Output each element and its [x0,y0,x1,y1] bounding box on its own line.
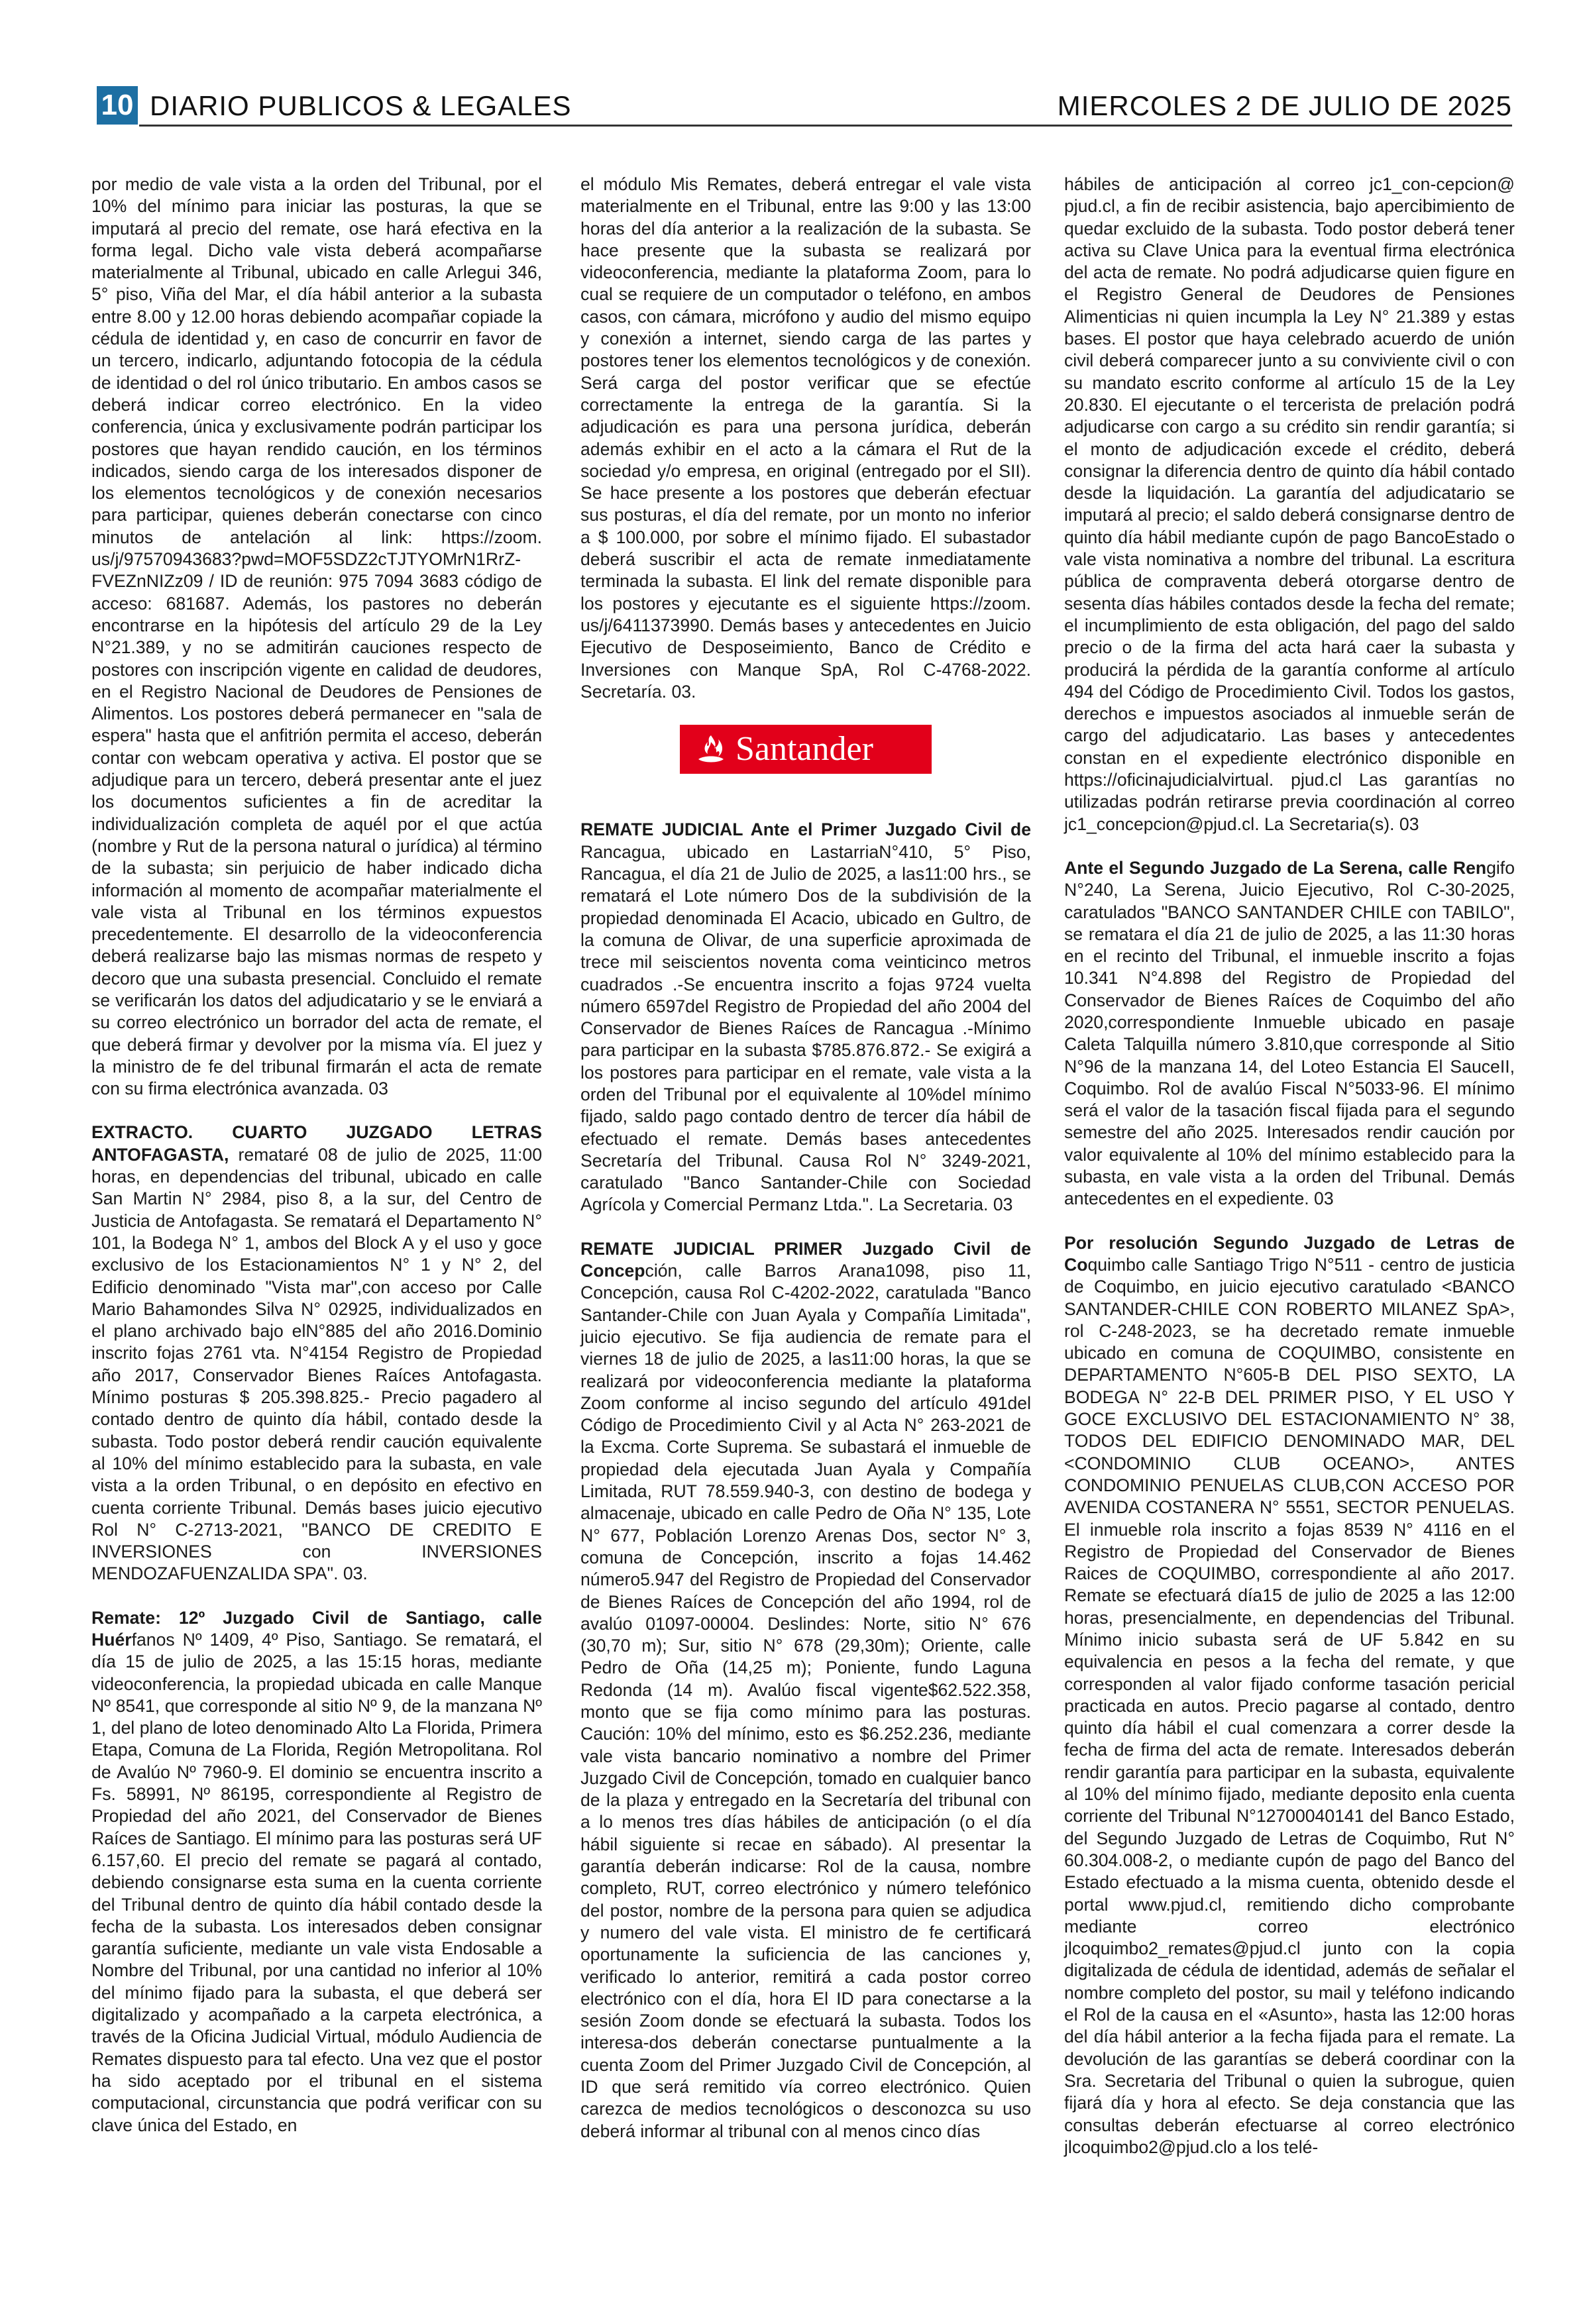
notice-text: Rancagua, ubicado en LastarriaN°410, 5° Piso, Rancagua, el día 21 de Julio de 2025, a las11:00 hrs., se rematará el Lote número Dos de la subdivisión de la propiedad denominada El Acacio, ubicado en Gultro, de la comuna de Olivar, de una superficie aproximada de trece mil seiscientos noventa coma veinticinco metros cuadrados .-Se encuentra inscrito a fojas 9724 vuelta número 6597del Registro de Propiedad del año 2004 del Conservador de Bienes Raíces de Rancagua .-Mínimo para participar en la subasta $785.876.872.- Se exigirá a los postores para participar en el remate, vale vista a la orden del Tribunal por el equivalente al 10%del mínimo fijado, saldo pago contado dentro de tercer día hábil de efectuado el remate. Demás bases antecedentes Secretaría del Tribunal. Causa Rol N° 3249-2021, caratulado "Banco Santander-Chile con Sociedad Agrícola y Comercial Permanz Ltda.". La Secretaria. 03 [580,841,1031,1215]
header-rule [139,125,1512,127]
santander-logo [680,725,932,774]
notice-antofagasta [91,1122,542,1585]
notice-concepcion [580,1238,1031,2142]
notice-heading: REMATE JUDICIAL PRIMER Juzgado Civil de Concep [580,1238,1031,1281]
issue-date: MIERCOLES 2 DE JULIO DE 2025 [1057,90,1512,121]
column-3 [1064,174,1515,2180]
notice-heading: Ante el Segundo Juzgado de La Serena, calle Ren [1064,857,1487,878]
notice-continued [1064,174,1515,835]
notice-text: remataré 08 de julio de 2025, 11:00 horas, en dependencias del tribunal, ubicado en calle San Martin N° 2984, piso 8, a la sur, del Centro de Justicia de Antofagasta. Se rematará el Departamento N° 101, la Bodega N° 1, ambos del Block A y el uso y goce exclusivo de los Estacionamientos N° 1 y N° 2, del Edificio denominado "Vista mar",con acceso por Calle Mario Bahamondes Silva N° 02925, individualizados en el plano archivado bajo elN°885 del año 2016.Dominio inscrito fojas 2761 vta. N°4154 Registro de Propiedad año 2017, Conservador Bienes Raíces Antofagasta. Mínimo posturas $ 205.398.825.- Precio pagadero al contado dentro de quinto día hábil, contado desde la subasta. Todo postor deberá rendir caución equivalente al 10% del mínimo establecido para la subasta, en vale vista a la orden Tribunal, o en depósito en efectivo en cuenta corriente Tribunal. Demás bases juicio ejecutivo Rol N° C-2713-2021, "BANCO DE CREDITO E INVERSIONES con INVERSIONES MENDOZAFUENZALIDA SPA". 03. [91,1144,542,1584]
notice-santiago [91,1607,542,2137]
notice-heading: Remate: 12º Juzgado Civil de Santiago, calle Huér [91,1607,542,1650]
santander-ad [580,725,1031,779]
notice-text: el módulo Mis Remates, deberá entregar el vale vista materialmente en el Tribunal, entre las 9:00 y las 13:00 horas del día anterior a la realización de la subasta. Se hace presente que la subasta se realizará por videoconferencia, mediante la plataforma Zoom, para lo cual se requiere de un computador o teléfono, en ambos casos, con cámara, micrófono y audio del mismo equipo y conexión a internet, siendo carga de las partes y postores tener los elementos tecnológicos y de conexión. Será carga del postor verificar que se efectúe correctamente la entrega de la garantía. Si la adjudicación es para una persona jurídica, deberán además exhibir en el acto a la cámara el Rut de la sociedad y/o empresa, en original (entregado por el SII). Se hace presente a los postores que deberán efectuar sus posturas, el día del remate, por un monto no inferior a $ 100.000, por sobre el mínimo fijado. El subastador deberá suscribir el acta de remate inmediatamente terminada la subasta. El link del remate disponible para los postores y ejecutante es el siguiente https://zoom. us/j/6411373990. Demás bases y antecedentes en Juicio Ejecutivo de Desposeimiento, Banco de Crédito e Inversiones con Manque SpA, Rol C-4768-2022. Secretaría. 03. [580,174,1031,702]
flame-icon [694,733,728,766]
notice-text: gifo N°240, La Serena, Juicio Ejecutivo, Rol C-30-2025, caratulados "BANCO SANTANDER CHILE con TABILO", se rematara el día 21 de julio de 2025, a las 11:30 horas en el recinto del Tribunal, el inmueble inscrito a fojas 10.341 N°4.898 del Registro de Propiedad del Conservador de Bienes Raíces de Coquimbo del año 2020,correspondiente Inmueble ubicado en pasaje Caleta Talquilla número 3.810,que corresponde al Sitio N°96 de la manzana 14, del Loteo Estancia El SauceII, Coquimbo. Rol de avalúo Fiscal N°5033-96. El mínimo será el valor de la tasación fiscal fijada para el segundo semestre del año 2025. Interesados rendir caución por valor equivalente al 10% del mínimo establecido para la subasta, en vale vista a la orden del Tribunal. Demás antecedentes en el expediente. 03 [1064,857,1515,1209]
notice-rancagua [580,819,1031,1216]
notice-coquimbo [1064,1232,1515,2158]
notice-la-serena [1064,857,1515,1210]
newspaper-name: DIARIO PUBLICOS & LEGALES [150,90,572,121]
notice-heading: Por resolución Segundo Juzgado de Letras de Co [1064,1232,1515,1275]
notice-text: quimbo calle Santiago Trigo N°511 - centro de justicia de Coquimbo, en juicio ejecutivo caratulado <BANCO SANTANDER-CHILE CON ROBERTO MILANEZ SpA>, rol C-248-2023, se ha decretado remate inmueble ubicado en comuna de COQUIMBO, consistente en DEPARTAMENTO N°605-B DEL PISO SEXTO, LA BODEGA N° 22-B DEL PRIMER PISO, Y EL USO Y GOCE EXCLUSIVO DEL ESTACIONAMIENTO N° 38, TODOS DEL EDIFICIO DENOMINADO MAR, DEL <CONDOMINIO CLUB OCEANO>, ANTES CONDOMINIO PENUELAS CLUB,CON ACCESO POR AVENIDA COSTANERA N° 5551, SECTOR PENUELAS. El inmueble rola inscrito a fojas 8539 N° 4116 en el Registro de Propiedad del Conservador de Bienes Raices de COQUIMBO, correspondiente al año 2017. Remate se efectuará día15 de julio de 2025 a las 12:00 horas, presencialmente, en dependencias del Tribunal. Mínimo inicio subasta será de UF 5.842 en su equivalencia en pesos a la fecha del remate, y que corresponden al valor fijado conforme tasación pericial practicada en autos. Precio pagarse al contado, dentro quinto día hábil el cual comenzara a correr desde la fecha de firma del acta de remate. Interesados deberán rendir garantía para participar en la subasta, equivalente al 10% del mínimo fijado, mediante deposito enla cuenta corriente del Tribunal N°12700040141 del Banco Estado, del Segundo Juzgado de Letras de Coquimbo, Rut N° 60.304.008-2, o mediante cupón de pago del Banco del Estado efectuado a la misma cuenta, obtenido desde el portal www.pjud.cl, remitiendo dicho comprobante mediante correo electrónico jlcoquimbo2_remates@pjud.cl junto con la copia digitalizada de cédula de identidad, además de señalar el nombre completo del postor, su mail y teléfono indicando el Rol de la causa en el «Asunto», hasta las 12:00 horas del día hábil anterior a la fecha fijada para el remate. La devolución de las garantías se deberá coordinar con la Sra. Secretaria del Tribunal o quien la subrogue, quien fijará día y hora al efecto. Se deja constancia que las consultas deberán efectuarse al correo electrónico jlcoquimbo2@pjud.clo a los telé- [1064,1254,1515,2157]
column-1 [91,174,542,2158]
notice-heading: REMATE JUDICIAL Ante el Primer Juzgado Civil de [580,819,1031,840]
notice-text: ción, calle Barros Arana1098, piso 11, Concepción, causa Rol C-4202-2022, caratulada "Banco Santander-Chile con Juan Ayala y Compañía Limitada", juicio ejecutivo. Se fija audiencia de remate para el viernes 18 de julio de 2025, a las11:00 horas, la que se realizará por videoconferencia mediante la plataforma Zoom conforme al inciso segundo del artículo 491del Código de Procedimiento Civil y al Acta N° 263-2021 de la Excma. Corte Suprema. Se subastará el inmueble de propiedad dela ejecutada Juan Ayala y Compañía Limitada, RUT 78.559.940-3, con destino de bodega y almacenaje, ubicado en calle Pedro de Oña N° 135, Lote N° 677, Población Lorenzo Arenas Dos, sector N° 3, comuna de Concepción, inscrito a fojas 14.462 número5.947 del Registro de Propiedad del Conservador de Bienes Raíces de Concepción del año 1994, rol de avalúo 01097-00004. Deslindes: Norte, sitio N° 676 (30,70 m); Sur, sitio N° 678 (29,30m); Oriente, calle Pedro de Oña (14,25 m); Poniente, fundo Laguna Redonda (14 m). Avalúo fiscal vigente$62.522.358, monto que se fija como mínimo para las posturas. Caución: 10% del mínimo, esto es $6.252.236, mediante vale vista bancario nominativo a nombre del Primer Juzgado Civil de Concepción, tomado en cualquier banco de la plaza y entregado en la Secretaría del tribunal con a lo menos tres días hábiles de anticipación (o el día hábil siguiente si recae en sábado). Al presentar la garantía deberán indicarse: Rol de la causa, nombre completo, RUT, correo electrónico y número telefónico del postor, nombre de la persona para quien se adjudica y numero del vale vista. El ministro de fe certificará oportunamente la suficiencia de las canciones y, verificado lo anterior, remitirá a cada postor correo electrónico con el día, hora El ID para conectarse a la sesión Zoom donde se efectuará la subasta. Todos los interesa-dos deberán conectarse puntualmente a la cuenta Zoom del Primer Juzgado Civil de Concepción, al ID que será remitido vía correo electrónico. Quien carezca de medios tecnológicos o desconozca su uso deberá informar al tribunal con al menos cinco días [580,1261,1031,2141]
column-2 [580,174,1031,2164]
notice-text: fanos Nº 1409, 4º Piso, Santiago. Se rematará, el día 15 de julio de 2025, a las 15:15 horas, mediante videoconferencia, la propiedad ubicada en calle Manque Nº 8541, que corresponde al sitio Nº 9, de la manzana Nº 1, del plano de loteo denominado Alto La Florida, Primera Etapa, Comuna de La Florida, Región Metropolitana. Rol de Avalúo Nº 7960-9. El dominio se encuentra inscrito a Fs. 58991, Nº 86195, correspondiente al Registro de Propiedad del año 2021, del Conservador de Bienes Raíces de Santiago. El mínimo para las posturas será UF 6.157,60. El precio del remate se pagará al contado, debiendo consignarse esta suma en la cuenta corriente del Tribunal dentro de quinto día hábil contado desde la fecha de la subasta. Los interesados deben consignar garantía suficiente, mediante un vale vista Endosable a Nombre del Tribunal, por una cantidad no inferior al 10% del mínimo fijado para la subasta, el que deberá ser digitalizado y acompañado a la carpeta electrónica, a través de la Oficina Judicial Virtual, módulo Audiencia de Remates dispuesto para tal efecto. Una vez que el postor ha sido aceptado por el tribunal en el sistema computacional, circunstancia que podrá verificar con su clave única del Estado, en [91,1630,542,2135]
page-number: 10 [97,86,138,125]
notice-text: por medio de vale vista a la orden del Tribunal, por el 10% del mínimo para iniciar las posturas, la que se imputará al precio del remate, ose hará efectiva en la forma legal. Dicho vale vista deberá acompañarse materialmente al Tribunal, ubicado en calle Arlegui 346, 5° piso, Viña del Mar, el día hábil anterior a la subasta entre 8.00 y 12.00 horas debiendo acompañar copiade la cédula de identidad y, en caso de concurrir en favor de un tercero, indicarlo, adjuntando fotocopia de la cédula de identidad o del rol único tributario. En ambos casos se deberá indicar correo electrónico. En la video conferencia, única y exclusivamente podrán participar los postores que hayan rendido caución, en los términos indicados, siendo carga de los interesados disponer de los elementos tecnológicos y de conexión necesarios para participar, quienes deberán conectarse con cinco minutos de antelación al link: https://zoom. us/j/97570943683?pwd=MOF5SDZ2cTJTYOMrN1RrZ-FVEZnNIZz09 / ID de reunión: 975 7094 3683 código de acceso: 681687. Además, los pastores no deberán encontrarse en la hipótesis del artículo 29 de la Ley N°21.389, y no se admitirán cauciones respecto de postores con inscripción vigente en calidad de deudores, en el Registro Nacional de Deudores de Pensiones de Alimentos. Los postores deberá permanecer en "sala de espera" hasta que el anfitrión permita el acceso, deberán contar con webcam operativa y activa. El postor que se adjudique para un tercero, deberá presentar ante el juez los documentos suficientes a fin de acreditar la individualización completa de aquél por el que actúa (nombre y Rut de la persona natural o jurídica) al término de la subasta; sin perjuicio de haber indicado dicha información al momento de acompañar materialmente el vale vista al Tribunal en los términos expuestos precedentemente. El desarrollo de la videoconferencia deberá realizarse bajo las mismas normas de respeto y decoro que una subasta presencial. Concluido el remate se verificarán los datos del adjudicatario y se le enviará a su correo electrónico un borrador del acta de remate, el que deberá firmar y devolver por la misma vía. El juez y la ministro de fe del tribunal firmarán el acta de remate con su firma electrónica avanzada. 03 [91,174,542,1099]
notice-continued [580,174,1031,703]
santander-wordmark: Santander [736,730,873,768]
notice-continued [91,174,542,1100]
notice-text: hábiles de anticipación al correo jc1_con-cepcion@ pjud.cl, a fin de recibir asistencia, bajo apercibimiento de quedar excluido de la subasta. Todo postor deberá tener activa su Clave Unica para la eventual firma electrónica del acta de remate. No podrá adjudicarse quien figure en el Registro General de Deudores de Pensiones Alimenticias ni quien incumpla la Ley N° 21.389 y estas bases. El postor que haya celebrado acuerdo de unión civil deberá comparecer junto a su conviviente civil o con su mandato escrito conforme al artículo 15 de la Ley 20.830. El ejecutante o el tercerista de prelación podrá adjudicarse con cargo a su crédito sin rendir garantía; si el monto de adjudicación excede el crédito, deberá consignar la diferencia dentro de quinto día hábil contado desde la liquidación. La garantía del adjudicatario se imputará al precio; el saldo deberá consignarse dentro de quinto día hábil mediante cupón de pago BancoEstado o vale vista nominativa a nombre del tribunal. La escritura pública de compraventa deberá otorgarse dentro de sesenta días hábiles contados desde la fecha del remate; el incumplimiento de esta obligación, del pago del saldo precio o de la firma del acta hará caer la subasta y producirá la pérdida de la garantía conforme al artículo 494 del Código de Procedimiento Civil. Todos los gastos, derechos e impuestos asociados al inmueble serán de cargo del adjudicatario. Las bases y antecedentes constan en el expediente electrónico disponible en https://oficinajudicialvirtual. pjud.cl Las garantías no utilizadas podrán retirarse previa coordinación al correo jc1_concepcion@pjud.cl. La Secretaria(s). 03 [1064,174,1515,834]
notice-heading: EXTRACTO. CUARTO JUZGADO LETRAS ANTOFAGASTA, [91,1122,542,1165]
page-header [97,86,1512,125]
